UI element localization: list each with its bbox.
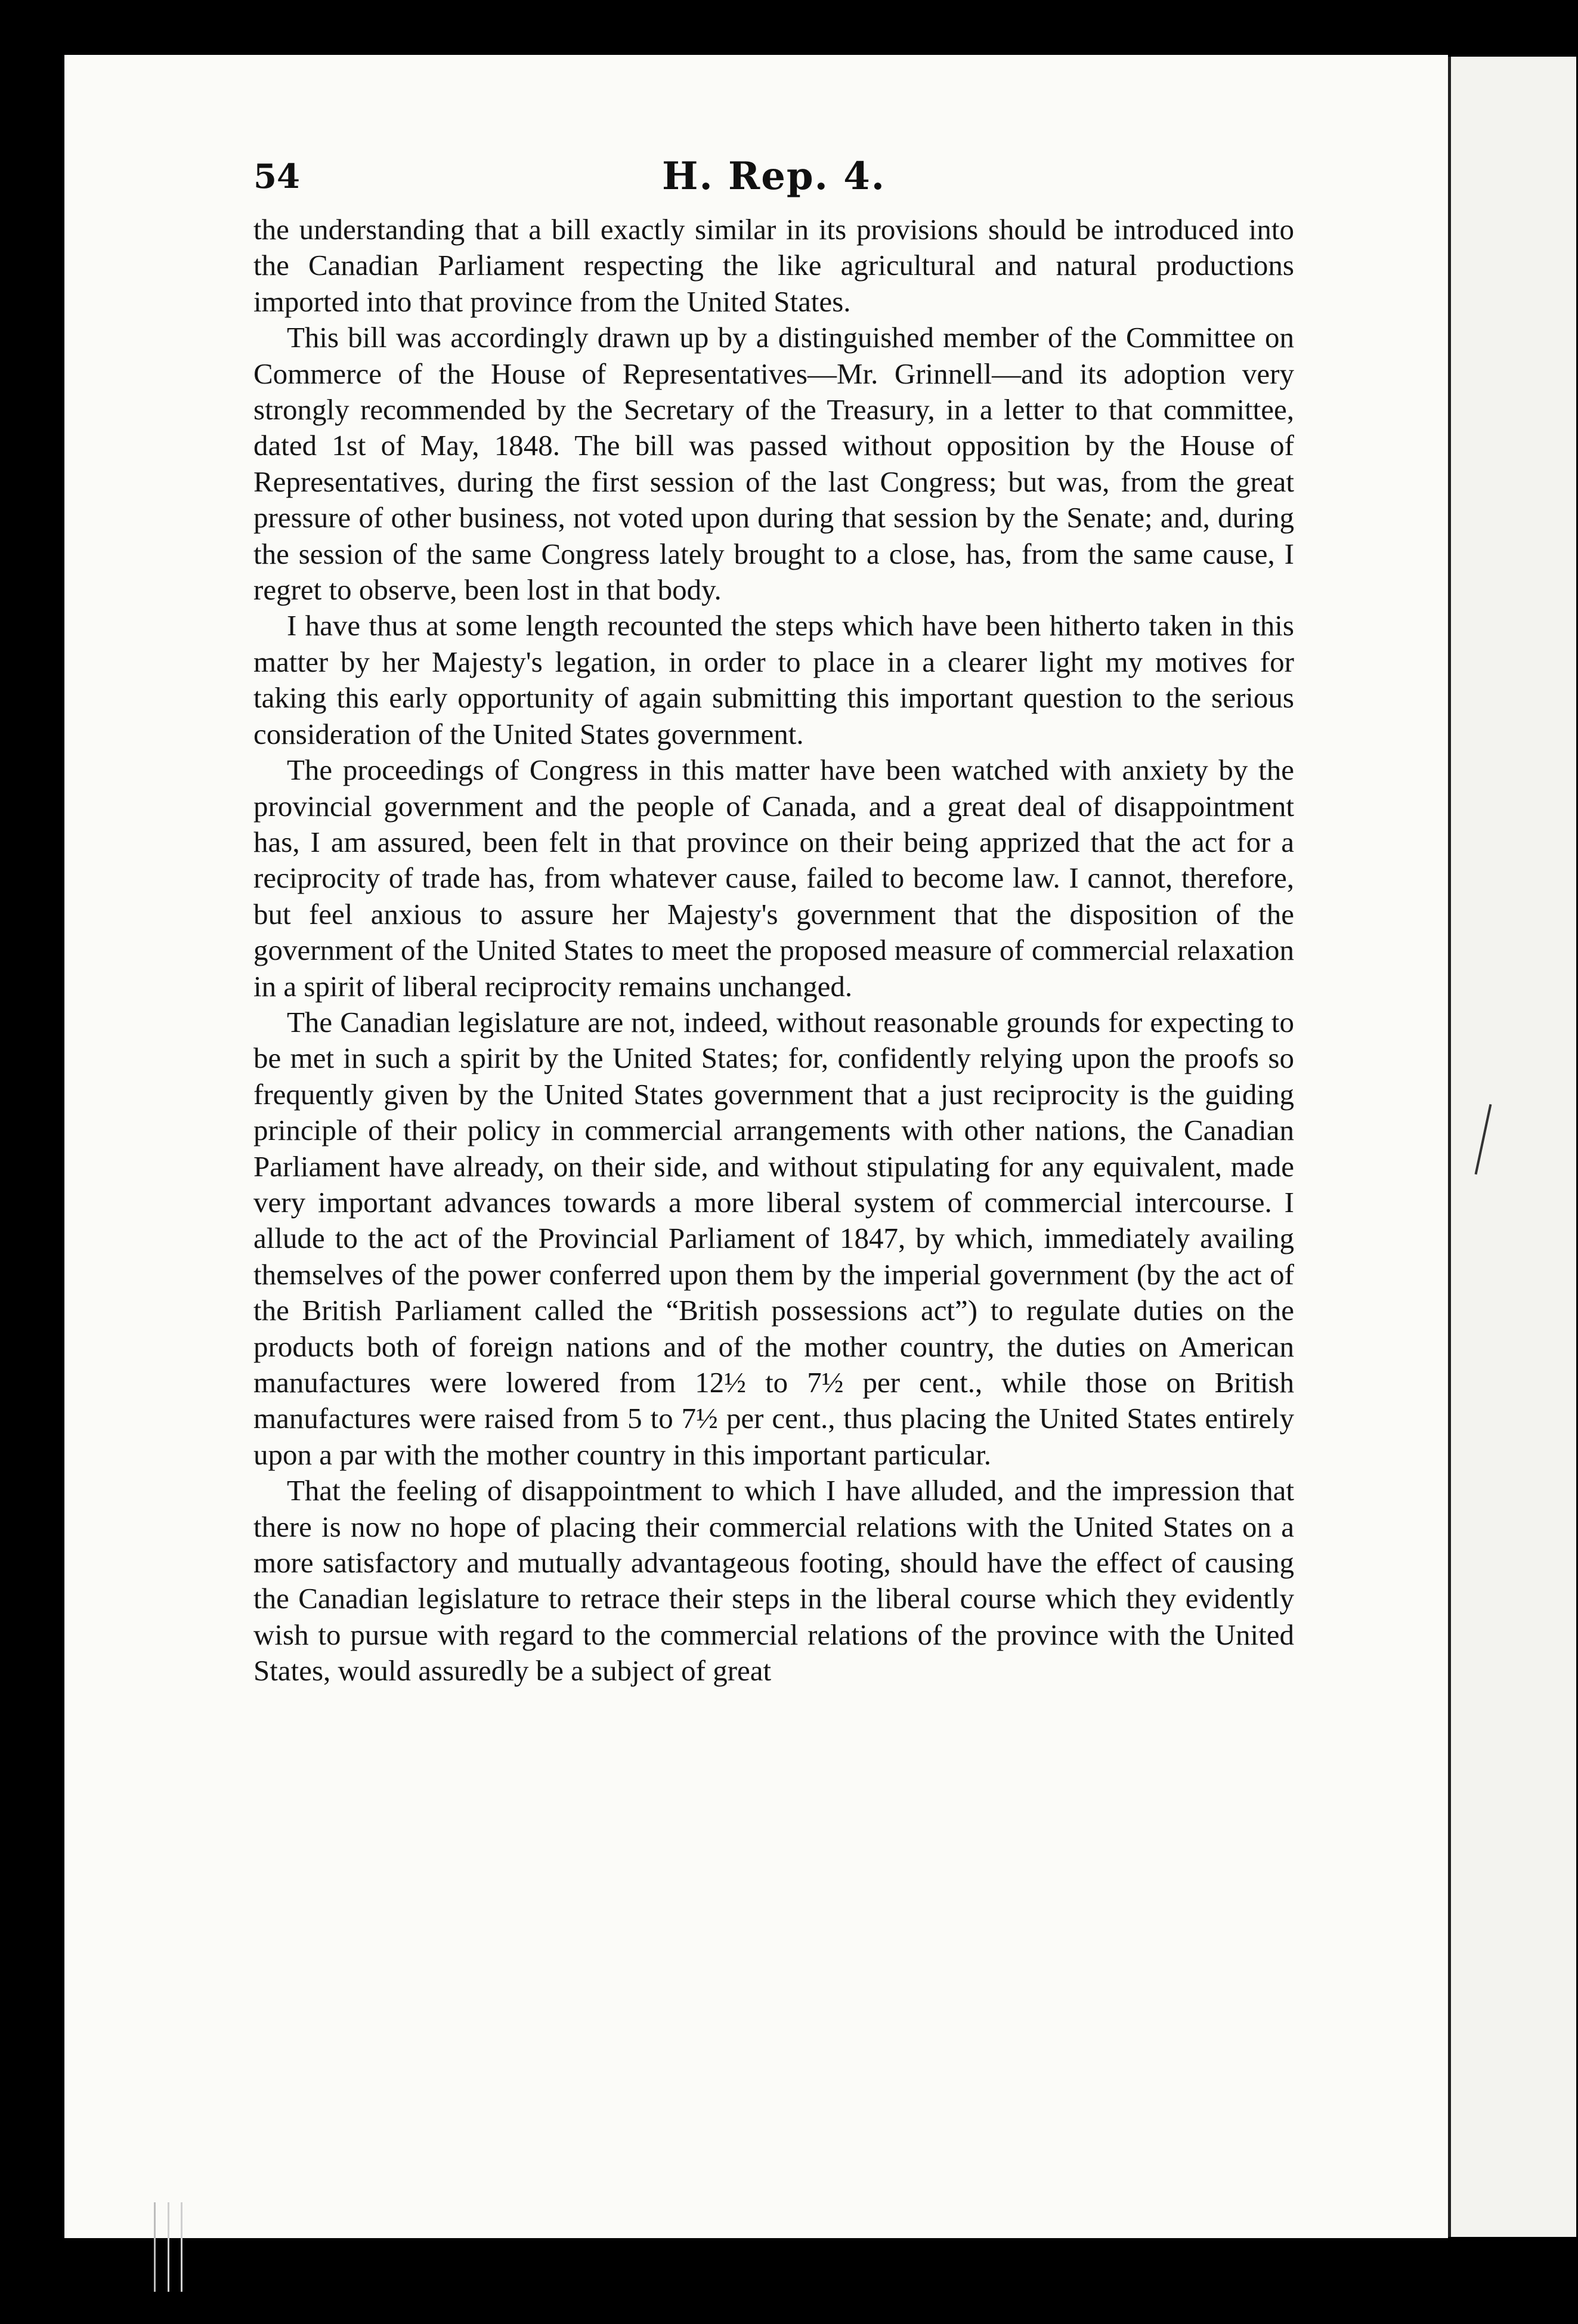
page-header <box>253 153 1294 206</box>
paragraph-continued: the understanding that a bill exactly similar in its provisions should be introduced into the Canadian Parliament respecting the like agricultural and natural productions imported into that province from the United States. <box>253 213 1294 318</box>
right-page-edge <box>1448 57 1576 2237</box>
paragraph: The proceedings of Congress in this matter have been watched with anxiety by the provincial government and the people of Canada, and a great deal of disappointment has, I am assured, been felt in that province on their being apprized that the act for a reciprocity of trade has, from whatever cause, failed to become law. I cannot, therefore, but feel anxious to assure her Majesty's government that the disposition of the government of the United States to meet the proposed measure of commercial relaxation in a spirit of liberal reciprocity remains unchanged. <box>253 753 1294 1003</box>
paragraph: This bill was accordingly drawn up by a distinguished member of the Committee on Commerce of the House of Representatives—Mr. Grinnell—and its adoption very strongly recommended by the Secretary of the Treasury, in a letter to that committee, dated 1st of May, 1848. The bill was passed without opposition by the House of Representatives, during the first session of the last Congress; but was, from the great pressure of other business, not voted upon during that session by the Senate; and, during the session of the same Congress lately brought to a close, has, from the same cause, I regret to observe, been lost in that body. <box>253 321 1294 607</box>
page-stack-edges <box>154 2202 227 2292</box>
page-number: 54 <box>253 157 300 196</box>
paragraph: The Canadian legislature are not, indeed, without reasonable grounds for expecting to be met in such a spirit by the United States; for, confidently relying upon the proofs so frequently given by the United States government that a just reciprocity is the guiding principle of their policy in commercial arrangements with other nations, the Canadian Parliament have already, on their side, and without stipulating for any equivalent, made very important advances towards a more liberal system of commercial intercourse. I allude to the act of the Provincial Parliament of 1847, by which, immediately availing themselves of the power conferred upon them by the imperial government (by the act of the British Parliament called the “British possessions act”) to regulate duties on the products both of foreign nations and of the mother country, the duties on American manufactures were lowered from 12½ to 7½ per cent., while those on British manufactures were raised from 5 to 7½ per cent., thus placing the United States entirely upon a par with the mother country in this important particular. <box>253 1005 1294 1471</box>
report-title: H. Rep. 4. <box>661 154 886 199</box>
document-body <box>253 212 1294 1689</box>
paragraph: That the feeling of disappointment to which I have alluded, and the impression that there is now no hope of placing their commercial relations with the United States on a more satisfactory and mutually advantageous footing, should have the effect of causing the Canadian legislature to retrace their steps in the liberal course which they evidently wish to pursue with regard to the commercial relations of the province with the United States, would assuredly be a subject of great <box>253 1474 1294 1688</box>
paragraph: I have thus at some length recounted the steps which have been hitherto taken in this matter by her Majesty's legation, in order to place in a clearer light my motives for taking this early opportunity of again submitting this important question to the serious consideration of the United States government. <box>253 609 1294 750</box>
